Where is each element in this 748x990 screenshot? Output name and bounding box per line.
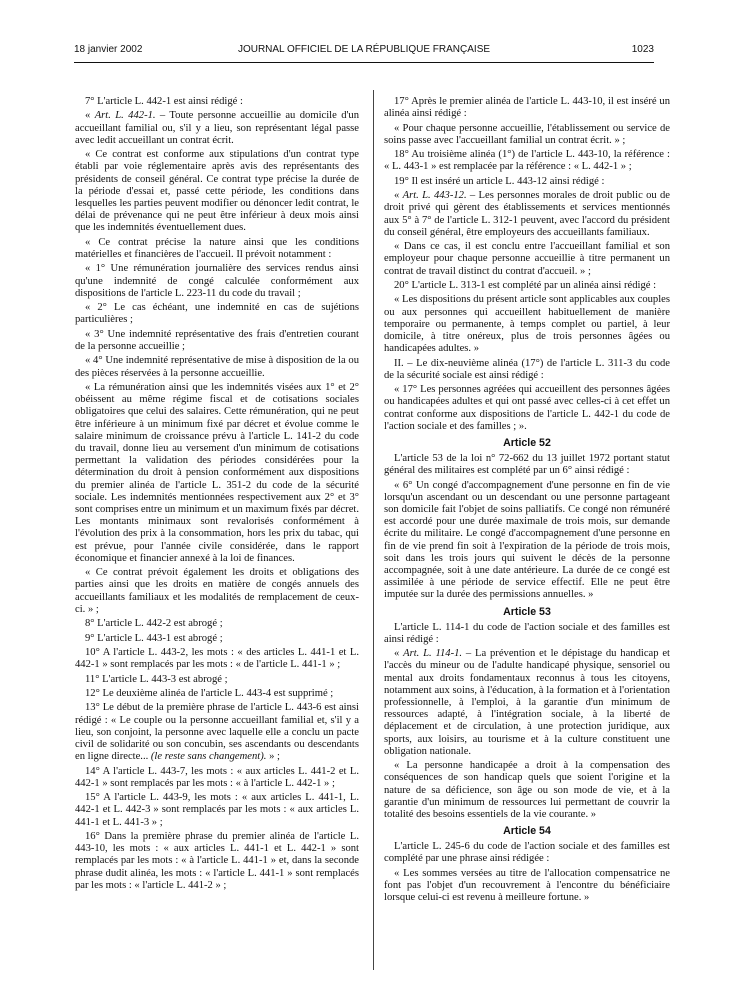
paragraph: « Dans ce cas, il est conclu entre l'accueillant familial et son employeur pour chaque personne accueillie à titre permanent un contrat de travail distinct du contrat d'accueil. » ;	[384, 241, 670, 277]
paragraph: 18° Au troisième alinéa (1°) de l'article L. 443-10, la référence : « L. 443-1 » est remplacée par la référence : « L. 442-1 » ;	[384, 149, 670, 173]
paragraph: « Ce contrat est conforme aux stipulations d'un contrat type établi par voie réglementaire après avis des représentants des présidents de conseil général. Ce contrat type précise la durée de la période d'essai et, passé cette période, les conditions dans lesquelles les parties peuvent modifier ou dénoncer ledit contrat, le délai de prévenance qui ne peut être inférieur à deux mois ainsi que les indemnités éventuellement dues.	[75, 149, 359, 234]
paragraph: 17° Après le premier alinéa de l'article L. 443-10, il est inséré un alinéa ainsi rédigé :	[384, 96, 670, 120]
paragraph: « Ce contrat prévoit également les droits et obligations des parties ainsi que les droits en matière de congés annuels des accueillants familiaux et les modalités de remplacement de ceux-ci. » ;	[75, 567, 359, 615]
right-column	[384, 96, 670, 907]
paragraph: 20° L'article L. 313-1 est complété par un alinéa ainsi rédigé :	[394, 279, 657, 291]
header-date: 18 janvier 2002	[74, 44, 143, 55]
paragraph: L'article L. 245-6 du code de l'action sociale et des familles est complété par une phrase ainsi rédigée :	[384, 841, 670, 865]
paragraph: « Les sommes versées au titre de l'allocation compensatrice ne font pas l'objet d'un recouvrement à l'encontre du bénéficiaire lorsque celui-ci est revenu à meilleure fortune. »	[384, 867, 670, 904]
paragraph: 16° Dans la première phrase du premier alinéa de l'article L. 443-10, les mots : « aux articles L. 441-1 et L. 442-1 » sont remplacés par les mots : « à l'article L. 441-1 » et, dans la seconde phrase dudit alinéa, les mots : « l'article L. 441-1 » sont remplacés par les mots : « l'article L. 441-2 » ;	[75, 830, 359, 891]
paragraph: « 4° Une indemnité représentative de mise à disposition de la ou des pièces réservées à la personne accueillie.	[75, 355, 359, 379]
column-divider	[373, 90, 374, 970]
paragraph: 12° Le deuxième alinéa de l'article L. 443-4 est supprimé ;	[85, 687, 334, 699]
paragraph: 10° A l'article L. 443-2, les mots : « des articles L. 441-1 et L. 442-1 » sont remplacés par les mots : « de l'article L. 441-1 » ;	[75, 646, 359, 671]
paragraph: 8° L'article L. 442-2 est abrogé ;	[85, 618, 223, 630]
paragraph: « Pour chaque personne accueillie, l'établissement ou service de soins passe avec l'accueillant familial un contrat écrit. » ;	[384, 122, 670, 146]
paragraph: « 1° Une rémunération journalière des services rendus ainsi qu'une indemnité de congé calculée conformément aux dispositions de l'article L. 223-11 du code du travail ;	[75, 263, 359, 299]
paragraph: II. – Le dix-neuvième alinéa (17°) de l'article L. 311-3 du code de la sécurité sociale est ainsi rédigé :	[384, 357, 670, 381]
paragraph: L'article L. 114-1 du code de l'action sociale et des familles est ainsi rédigé :	[384, 621, 670, 645]
paragraph: L'article 53 de la loi n° 72-662 du 13 juillet 1972 portant statut général des militaires est complété par un 6° ainsi rédigé :	[384, 452, 670, 477]
article-heading: Article 52	[503, 436, 551, 449]
paragraph: « 2° Le cas échéant, une indemnité en cas de sujétions particulières ;	[75, 302, 359, 326]
paragraph: 15° A l'article L. 443-9, les mots : « aux articles L. 441-1, L. 442-1 et L. 442-3 » sont remplacés par les mots : « aux articles L. 441-1 et L. 441-3 » ;	[75, 792, 359, 828]
paragraph: 19° Il est inséré un article L. 443-12 ainsi rédigé :	[394, 175, 605, 187]
paragraph: 13° Le début de la première phrase de l'article L. 443-6 est ainsi rédigé : « Le couple ou la personne accueillant familial et, s'il y a lieu, son conjoint, la personne avec laquelle elle a conclu un pacte civil de solidarité ou son concubin, ses ascendants ou descendants en ligne directe... (le reste sans changement). » ;	[75, 702, 359, 763]
paragraph: 14° A l'article L. 443-7, les mots : « aux articles L. 441-2 et L. 442-1 » sont remplacés par les mots : « à l'article L. 442-1 » ;	[75, 765, 359, 789]
paragraph: « Ce contrat précise la nature ainsi que les conditions matérielles et financières de l'accueil. Il prévoit notamment :	[75, 236, 359, 260]
left-column	[75, 96, 359, 894]
header-journal-title: JOURNAL OFFICIEL DE LA RÉPUBLIQUE FRANÇAISE	[237, 44, 491, 55]
paragraph: « Art. L. 443-12. – Les personnes morales de droit public ou de droit privé qui gèrent des établissements et services mentionnés aux 5° à 7° de l'article L. 312-1 peuvent, avec l'accord du président du conseil général, être employeurs des accueillants familiaux.	[384, 190, 670, 238]
article-heading: Article 53	[503, 605, 551, 618]
article-heading: Article 54	[503, 825, 551, 838]
header-page-number: 1023	[631, 44, 654, 55]
paragraph: « 17° Les personnes agréées qui accueillent des personnes âgées ou handicapées adultes et qui ont passé avec celles-ci à cet effet un contrat conforme aux dispositions de l'article L. 442-1 du code de l'action sociale et des familles ; ».	[384, 384, 670, 432]
paragraph: « 3° Une indemnité représentative des frais d'entretien courant de la personne accueillie ;	[75, 328, 359, 352]
paragraph: « La rémunération ainsi que les indemnités visées aux 1° et 2° obéissent au même régime fiscal et de cotisations sociales obligatoires que celui des salaires. Cette rémunération, qui ne peut être inférieure à un minimum fixé par décret et évolue comme le salaire minimum de croissance prévu à l'article L. 141-2 du code du travail, donne lieu au versement d'un minimum de cotisations permettant la validation des périodes considérées pour la détermination du droit à pension conformément aux dispositions du premier alinéa de l'article L. 351-2 du code de la sécurité sociale. Les indemnités mentionnées respectivement aux 2° et 3° sont comprises entre un minimum et un maximum fixés par décret. Les montants minimaux sont revalorisés conformément à l'évolution des prix à la consommation, hors les prix du tabac, qui est prévue, pour l'année civile considérée, dans le rapport économique et financier annexé à la loi de finances.	[75, 381, 359, 564]
page-header	[74, 44, 654, 60]
paragraph: 9° L'article L. 443-1 est abrogé ;	[85, 632, 223, 644]
header-rule	[74, 62, 654, 63]
paragraph: 11° L'article L. 443-3 est abrogé ;	[85, 673, 228, 685]
paragraph: « 6° Un congé d'accompagnement d'une personne en fin de vie lorsqu'un ascendant ou un descendant ou une personne partageant son domicile fait l'objet de soins palliatifs. Ce congé non rémunéré est accordé pour une durée maximale de trois mois, sur demande écrite du militaire. Le congé d'accompagnement d'une personne en fin de vie prend fin soit à l'expiration de la période de trois mois, soit dans les trois jours qui suivent le décès de la personne accompagnée, soit à une date antérieure. La durée de ce congé est assimilée à une période de service effectif. Elle ne peut être imputée sur la durée des permissions annuelles. »	[384, 479, 670, 601]
paragraph: 7° L'article L. 442-1 est ainsi rédigé :	[85, 96, 243, 107]
paragraph: « La personne handicapée a droit à la compensation des conséquences de son handicap quels que soient l'origine et la nature de sa déficience, son âge ou son mode de vie, et à la garantie d'un minimum de ressources lui permettant de couvrir la totalité des besoins essentiels de la vie courante. »	[384, 760, 670, 821]
paragraph: « Les dispositions du présent article sont applicables aux couples ou aux personnes qui accueillent habituellement de manière temporaire ou permanente, à temps complet ou partiel, à leur domicile, à titre onéreux, plus de trois personnes âgées ou handicapées adultes. »	[384, 294, 670, 355]
paragraph: « Art. L. 114-1. – La prévention et le dépistage du handicap et l'accès du mineur ou de l'adulte handicapé physique, sensoriel ou mental aux droits fondamentaux reconnus à tous les citoyens, notamment aux soins, à l'éducation, à la formation et à l'orientation professionnelle, à l'emploi, à la garantie d'un minimum de ressources adapté, à l'intégration sociale, à la liberté de déplacement et de circulation, à une protection juridique, aux sports, aux loisirs, au tourisme et à la culture constituent une obligation nationale.	[384, 648, 670, 757]
paragraph: « Art. L. 442-1. – Toute personne accueillie au domicile d'un accueillant familial ou, s'il y a lieu, son représentant légal passe avec ledit accueillant un contrat écrit.	[75, 110, 359, 146]
